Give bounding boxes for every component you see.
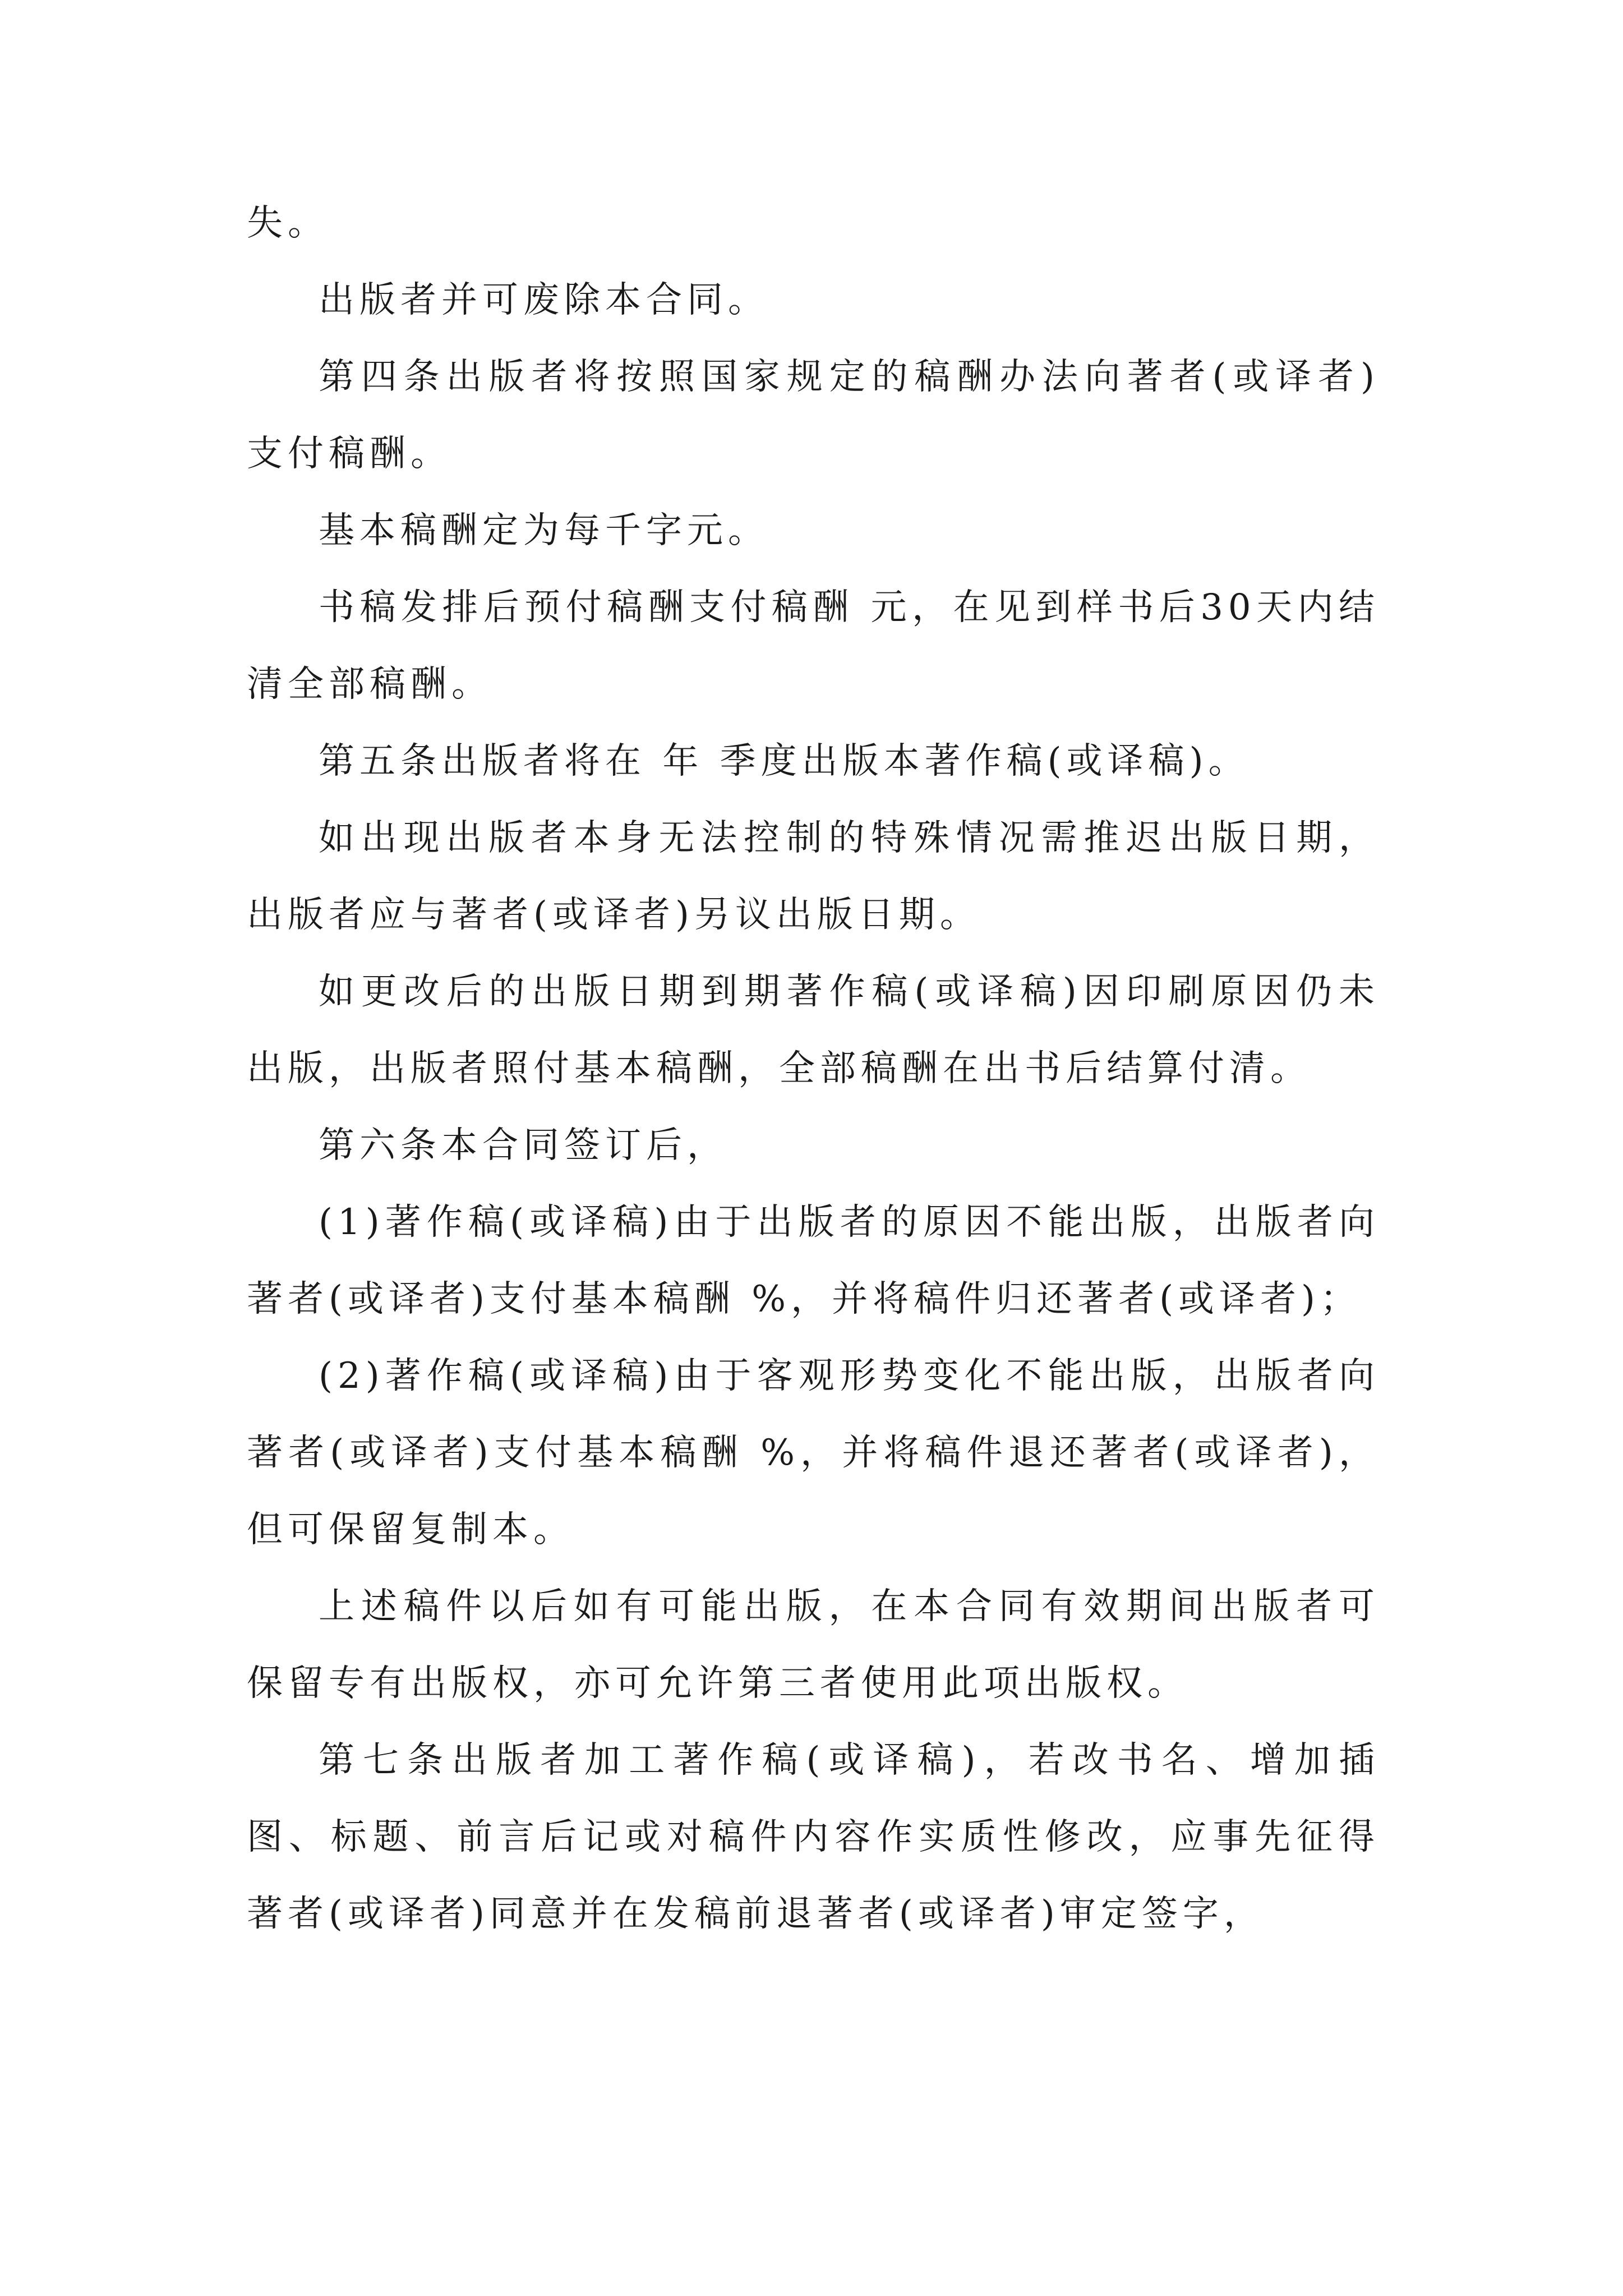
paragraph: 如出现出版者本身无法控制的特殊情况需推迟出版日期，出版者应与著者(或译者)另议出版日期。 xyxy=(247,817,1380,936)
document-body xyxy=(247,185,1380,1953)
paragraph: 失。 xyxy=(247,203,329,244)
paragraph: 如更改后的出版日期到期著作稿(或译稿)因印刷原因仍未出版，出版者照付基本稿酬，全部稿酬在出书后结算付清。 xyxy=(247,971,1380,1089)
paragraph: 第五条出版者将在 年 季度出版本著作稿(或译稿)。 xyxy=(319,740,1249,782)
paragraph: (1)著作稿(或译稿)由于出版者的原因不能出版，出版者向著者(或译者)支付基本稿酬 %，并将稿件归还著者(或译者)； xyxy=(247,1202,1380,1320)
paragraph: 第六条本合同签订后， xyxy=(319,1125,728,1166)
paragraph: 上述稿件以后如有可能出版，在本合同有效期间出版者可保留专有出版权，亦可允许第三者使用此项出版权。 xyxy=(247,1586,1380,1704)
paragraph: (2)著作稿(或译稿)由于客观形势变化不能出版，出版者向著者(或译者)支付基本稿酬 %，并将稿件退还著者(或译者)，但可保留复制本。 xyxy=(247,1355,1380,1550)
paragraph: 第四条出版者将按照国家规定的稿酬办法向著者(或译者)支付稿酬。 xyxy=(247,356,1380,475)
paragraph: 第七条出版者加工著作稿(或译稿)，若改书名、增加插图、标题、前言后记或对稿件内容作实质性修改，应事先征得著者(或译者)同意并在发稿前退著者(或译者)审定签字， xyxy=(247,1740,1380,1935)
paragraph: 书稿发排后预付稿酬支付稿酬 元，在见到样书后30天内结清全部稿酬。 xyxy=(247,587,1380,705)
paragraph: 出版者并可废除本合同。 xyxy=(319,279,769,321)
paragraph: 基本稿酬定为每千字元。 xyxy=(319,510,769,551)
